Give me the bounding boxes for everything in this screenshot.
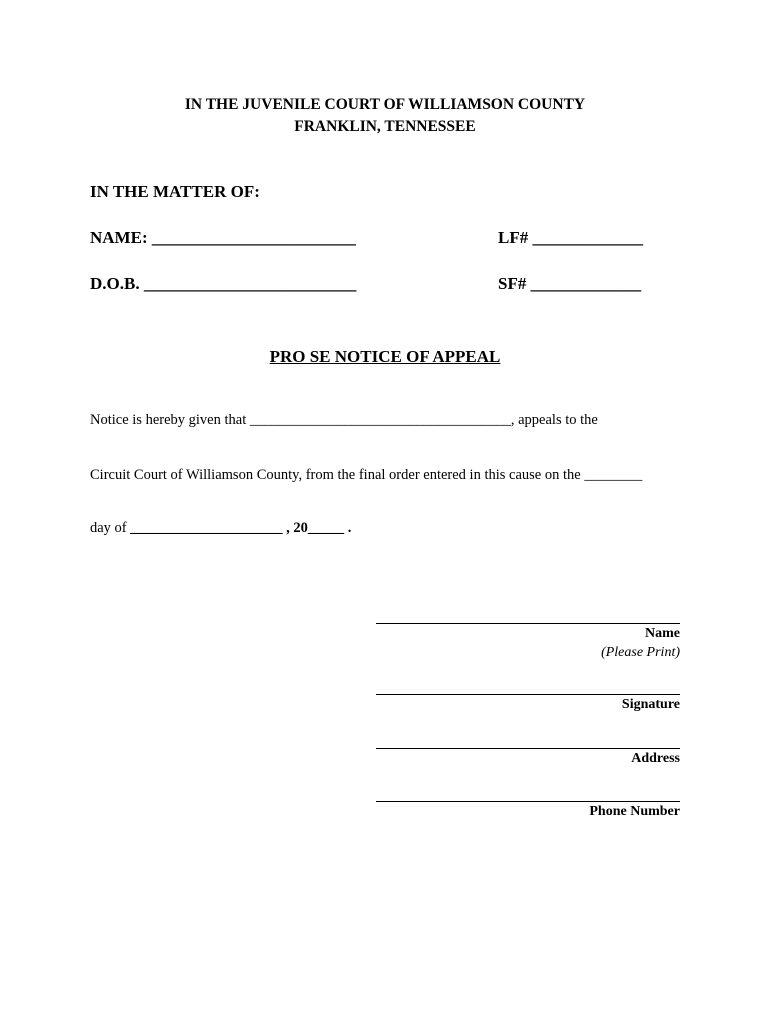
name-signature-rule bbox=[376, 623, 680, 624]
in-the-matter-of-label: IN THE MATTER OF: bbox=[90, 182, 260, 201]
name-label: Name bbox=[645, 626, 680, 641]
notice-line-3-prefix: day of bbox=[90, 520, 131, 536]
signature-rule bbox=[376, 694, 680, 695]
address-label: Address bbox=[631, 751, 680, 766]
name-field-line: NAME: ________________________ bbox=[90, 228, 356, 247]
date-blank-field: _____________________ , 20_____ . bbox=[130, 520, 352, 536]
notice-line-1: Notice is hereby given that ____________________________________, appeals to the bbox=[90, 412, 598, 428]
notice-line-2: Circuit Court of Williamson County, from the final order entered in this cause on the ________ bbox=[90, 467, 643, 483]
lf-number-field-line: LF# _____________ bbox=[498, 228, 643, 247]
phone-rule bbox=[376, 801, 680, 802]
address-rule bbox=[376, 748, 680, 749]
court-name-heading: IN THE JUVENILE COURT OF WILLIAMSON COUNTY bbox=[184, 96, 586, 113]
court-location-heading: FRANKLIN, TENNESSEE bbox=[294, 118, 476, 135]
notice-line-3 bbox=[90, 520, 351, 537]
sf-number-field-line: SF# _____________ bbox=[498, 274, 642, 293]
phone-number-label: Phone Number bbox=[589, 804, 680, 819]
signature-label: Signature bbox=[621, 697, 680, 712]
notice-title: PRO SE NOTICE OF APPEAL bbox=[269, 347, 501, 366]
dob-field-line: D.O.B. _________________________ bbox=[90, 274, 357, 293]
please-print-note: (Please Print) bbox=[601, 645, 680, 660]
